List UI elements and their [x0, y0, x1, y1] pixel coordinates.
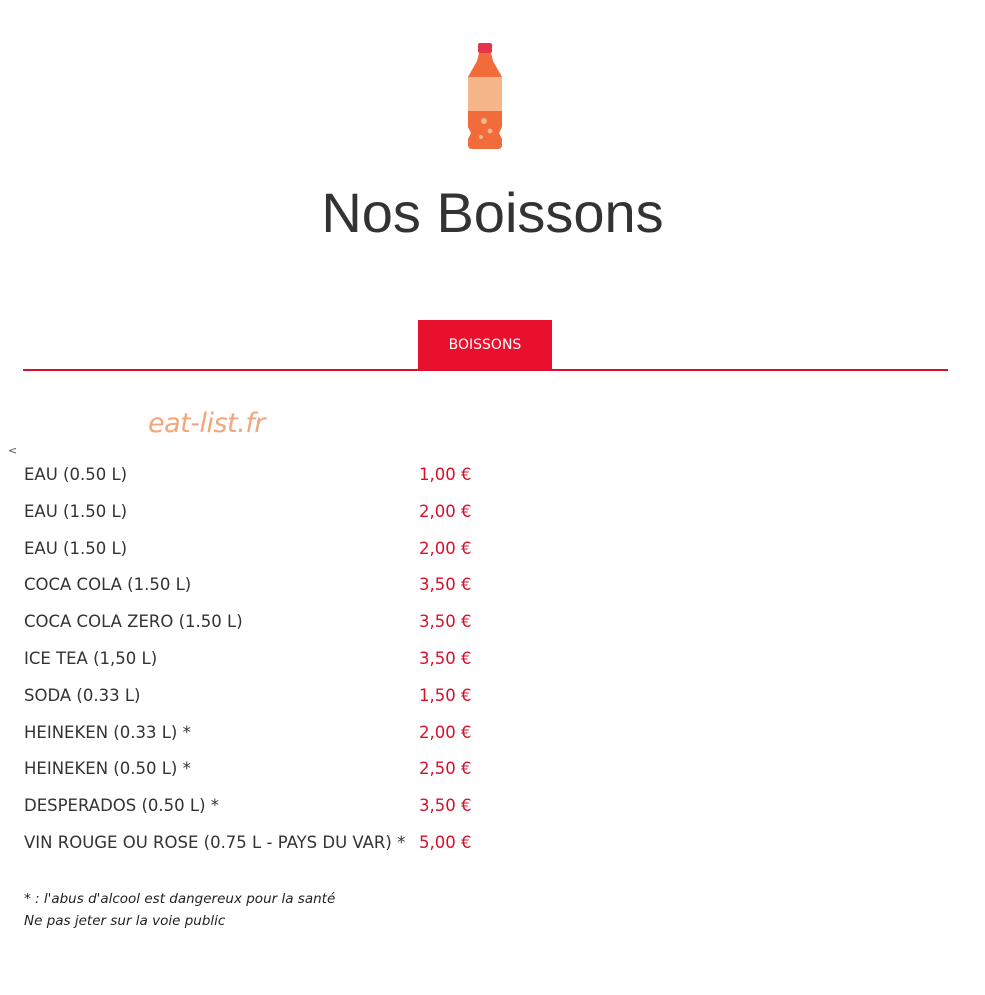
- item-name: VIN ROUGE OU ROSE (0.75 L - PAYS DU VAR) *: [24, 832, 406, 852]
- page-title: Nos Boissons: [321, 181, 664, 244]
- tab-boissons[interactable]: BOISSONS: [418, 320, 552, 370]
- item-price: 3,50 €: [419, 796, 472, 816]
- item-price: 2,50 €: [419, 759, 472, 779]
- item-name: EAU (1.50 L): [24, 501, 128, 521]
- item-price: 3,50 €: [419, 648, 472, 668]
- item-name: DESPERADOS (0.50 L) *: [24, 796, 220, 816]
- item-price: 2,00 €: [419, 501, 472, 521]
- item-name: EAU (1.50 L): [24, 538, 128, 558]
- watermark: eat-list.fr: [148, 408, 265, 439]
- footnote: [24, 888, 335, 932]
- item-price: 2,00 €: [419, 722, 472, 742]
- item-price: 3,50 €: [419, 575, 472, 595]
- tab-bar: [23, 320, 948, 371]
- item-name: COCA COLA (1.50 L): [24, 575, 192, 595]
- item-name: EAU (0.50 L): [24, 465, 128, 484]
- item-price: 3,50 €: [419, 612, 472, 632]
- footnote-alcohol-warning: * : l'abus d'alcool est dangereux pour la santé: [24, 891, 336, 907]
- item-name: ICE TEA (1,50 L): [24, 648, 158, 668]
- item-price: 5,00 €: [419, 832, 472, 852]
- item-price: 1,00 €: [419, 465, 472, 484]
- item-name: HEINEKEN (0.50 L) *: [24, 759, 191, 779]
- item-price: 1,50 €: [419, 685, 472, 705]
- bottle-icon: [464, 41, 506, 151]
- item-name: SODA (0.33 L): [24, 685, 141, 705]
- item-price: 2,00 €: [419, 538, 472, 558]
- prev-arrow[interactable]: <: [8, 444, 18, 457]
- item-name: HEINEKEN (0.33 L) *: [24, 722, 191, 742]
- footnote-litter-warning: Ne pas jeter sur la voie public: [24, 913, 226, 929]
- item-name: COCA COLA ZERO (1.50 L): [24, 612, 243, 632]
